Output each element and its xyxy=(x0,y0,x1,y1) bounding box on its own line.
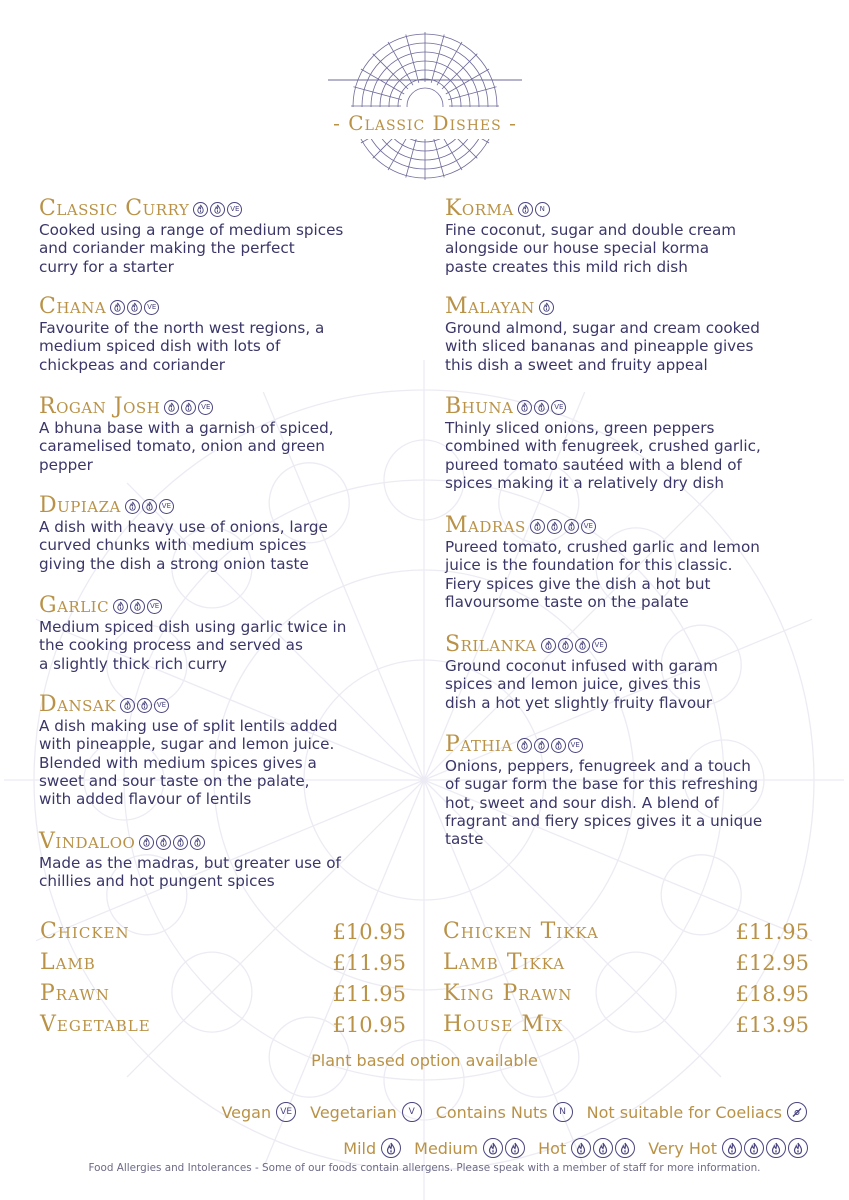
dish-name: Malayan xyxy=(445,294,535,319)
protein-name: Prawn xyxy=(40,981,110,1006)
nuts-icon: N xyxy=(535,202,550,217)
dish-description: Medium spiced dish using garlic twice in the cooking process and served as a slightly thick rich curry xyxy=(39,618,347,673)
price-row xyxy=(443,916,809,947)
price: £11.95 xyxy=(332,981,406,1006)
chili-icon xyxy=(534,400,549,415)
dish-item xyxy=(39,493,419,573)
vegan-icon: VE xyxy=(144,300,159,315)
price-table-left xyxy=(40,916,406,1040)
nuts-icon: N xyxy=(553,1102,573,1122)
chili-icon xyxy=(181,400,196,415)
dish-description: Made as the madras, but greater use of chillies and hot pungent spices xyxy=(39,854,341,891)
chili-icon xyxy=(788,1138,808,1158)
vegan-icon: VE xyxy=(568,738,583,753)
vegan-icon: VE xyxy=(159,499,174,514)
price: £11.95 xyxy=(332,950,406,975)
heat-level-icons xyxy=(380,1138,402,1158)
dish-badges xyxy=(139,835,207,850)
chili-icon xyxy=(127,300,142,315)
dietary-legend xyxy=(209,1102,809,1122)
dish-description: A dish with heavy use of onions, large curved chunks with medium spices giving the dish a strong onion taste xyxy=(39,518,328,573)
chili-icon xyxy=(130,599,145,614)
price-row xyxy=(443,978,809,1009)
dish-name: Madras xyxy=(445,513,526,538)
dish-item xyxy=(39,394,419,474)
dish-description: Thinly sliced onions, green peppers combined with fenugreek, crushed garlic, pureed tomato sautéed with a blend of spices making it a relatively dry dish xyxy=(445,419,761,492)
dish-name: Dansak xyxy=(39,692,116,717)
legend-hot: Hot xyxy=(538,1138,636,1158)
dish-badges xyxy=(113,599,164,614)
dish-name: Classic Curry xyxy=(39,196,190,221)
legend-medium: Medium xyxy=(414,1138,526,1158)
page-title: - Classic Dishes - xyxy=(327,107,523,139)
chili-icon xyxy=(381,1138,401,1158)
chili-icon xyxy=(142,499,157,514)
chili-icon xyxy=(518,202,533,217)
chili-icon xyxy=(505,1138,525,1158)
heat-level-icons xyxy=(482,1138,526,1158)
dish-name: Rogan Josh xyxy=(39,394,161,419)
dish-badges xyxy=(539,300,556,315)
dish-badges xyxy=(518,202,552,217)
dish-badges xyxy=(125,499,176,514)
price: £10.95 xyxy=(332,1012,406,1037)
dish-item xyxy=(445,632,825,712)
protein-name: Lamb xyxy=(40,950,96,975)
chili-icon xyxy=(547,519,562,534)
dish-description: A bhuna base with a garnish of spiced, caramelised tomato, onion and green pepper xyxy=(39,419,334,474)
chili-icon xyxy=(137,698,152,713)
price: £11.95 xyxy=(735,919,809,944)
dish-item xyxy=(39,196,419,276)
chili-icon xyxy=(766,1138,786,1158)
header xyxy=(324,28,526,188)
dish-description: Pureed tomato, crushed garlic and lemon juice is the foundation for this classic. Fiery spices give the dish a hot but flavoursome taste on the palate xyxy=(445,538,760,611)
protein-name: Vegetable xyxy=(40,1012,151,1037)
chili-icon xyxy=(744,1138,764,1158)
heat-legend xyxy=(331,1138,809,1158)
legend-vegan: Vegan VE xyxy=(221,1102,298,1122)
legend-coeliac: Not suitable for Coeliacs xyxy=(587,1102,809,1122)
dish-description: Cooked using a range of medium spices and coriander making the perfect curry for a starter xyxy=(39,221,344,276)
price: £18.95 xyxy=(735,981,809,1006)
legend-nuts: Contains Nuts N xyxy=(436,1102,575,1122)
vegan-icon: VE xyxy=(147,599,162,614)
dish-badges xyxy=(530,519,598,534)
dish-name: Pathia xyxy=(445,732,513,757)
dish-name: Chana xyxy=(39,294,107,319)
protein-name: Chicken Tikka xyxy=(443,919,599,944)
chili-icon xyxy=(156,835,171,850)
dish-item xyxy=(39,829,419,891)
price-row xyxy=(443,1009,809,1040)
chili-icon xyxy=(541,638,556,653)
protein-name: House Mix xyxy=(443,1012,564,1037)
protein-name: King Prawn xyxy=(443,981,573,1006)
chili-icon xyxy=(113,599,128,614)
price-row xyxy=(40,978,406,1009)
dish-badges xyxy=(193,202,244,217)
chili-icon xyxy=(539,300,554,315)
legend-very-hot: Very Hot xyxy=(648,1138,809,1158)
dish-description: Favourite of the north west regions, a medium spiced dish with lots of chickpeas and coriander xyxy=(39,319,325,374)
dish-badges xyxy=(120,698,171,713)
price: £13.95 xyxy=(735,1012,809,1037)
chili-icon xyxy=(110,300,125,315)
dish-name: Srilanka xyxy=(445,632,537,657)
chili-icon xyxy=(558,638,573,653)
plant-based-note: Plant based option available xyxy=(311,1051,538,1070)
allergy-footnote: Food Allergies and Intolerances - Some of our foods contain allergens. Please speak with a member of staff for more information. xyxy=(88,1162,761,1174)
dish-badges xyxy=(110,300,161,315)
chili-icon xyxy=(615,1138,635,1158)
chili-icon xyxy=(190,835,205,850)
protein-name: Chicken xyxy=(40,919,130,944)
legend-vegetarian: Vegetarian V xyxy=(310,1102,424,1122)
vegan-icon: VE xyxy=(592,638,607,653)
chili-icon xyxy=(564,519,579,534)
chili-icon xyxy=(517,400,532,415)
vegan-icon: VE xyxy=(154,698,169,713)
chili-icon xyxy=(139,835,154,850)
dish-badges xyxy=(517,400,568,415)
chili-icon xyxy=(483,1138,503,1158)
dish-badges xyxy=(517,738,585,753)
dish-name: Dupiaza xyxy=(39,493,121,518)
chili-icon xyxy=(125,499,140,514)
chili-icon xyxy=(120,698,135,713)
dish-description: A dish making use of split lentils added with pineapple, sugar and lemon juice. Blended with medium spices gives a sweet and sour taste on the palate, with added flavour of lentils xyxy=(39,717,338,809)
chili-icon xyxy=(517,738,532,753)
price-row xyxy=(40,916,406,947)
dish-item xyxy=(445,394,825,492)
heat-level-icons xyxy=(570,1138,636,1158)
vegan-icon: VE xyxy=(276,1102,296,1122)
vegan-icon: VE xyxy=(227,202,242,217)
dish-description: Fine coconut, sugar and double cream alongside our house special korma paste creates this mild rich dish xyxy=(445,221,737,276)
chili-icon xyxy=(164,400,179,415)
price-row xyxy=(40,1009,406,1040)
protein-name: Lamb Tikka xyxy=(443,950,566,975)
vegan-icon: VE xyxy=(198,400,213,415)
dish-name: Garlic xyxy=(39,593,110,618)
chili-icon xyxy=(551,738,566,753)
dish-item xyxy=(39,593,419,673)
chili-icon xyxy=(530,519,545,534)
vegetarian-icon: V xyxy=(402,1102,422,1122)
gluten-icon xyxy=(787,1102,807,1122)
chili-icon xyxy=(193,202,208,217)
vegan-icon: VE xyxy=(551,400,566,415)
dish-item xyxy=(445,196,825,276)
dish-item xyxy=(39,294,419,374)
chili-icon xyxy=(534,738,549,753)
price: £12.95 xyxy=(735,950,809,975)
chili-icon xyxy=(173,835,188,850)
heat-level-icons xyxy=(721,1138,809,1158)
dish-badges xyxy=(541,638,609,653)
legend-mild: Mild xyxy=(343,1138,402,1158)
dish-item xyxy=(445,294,825,374)
dish-name: Vindaloo xyxy=(39,829,136,854)
vegan-icon: VE xyxy=(581,519,596,534)
chili-icon xyxy=(575,638,590,653)
dish-description: Ground coconut infused with garam spices and lemon juice, gives this dish a hot yet slightly fruity flavour xyxy=(445,657,718,712)
dish-description: Ground almond, sugar and cream cooked with sliced bananas and pineapple gives this dish a sweet and fruity appeal xyxy=(445,319,760,374)
dish-item xyxy=(39,692,419,808)
price-row xyxy=(443,947,809,978)
chili-icon xyxy=(571,1138,591,1158)
dish-item xyxy=(445,513,825,611)
dish-item xyxy=(445,732,825,848)
price-row xyxy=(40,947,406,978)
dish-name: Korma xyxy=(445,196,514,221)
chili-icon xyxy=(210,202,225,217)
price-table-right xyxy=(443,916,809,1040)
price: £10.95 xyxy=(332,919,406,944)
dish-badges xyxy=(164,400,215,415)
dish-description: Onions, peppers, fenugreek and a touch of sugar form the base for this refreshing hot, sweet and sour dish. A blend of fragrant and fiery spices gives it a unique taste xyxy=(445,757,763,849)
chili-icon xyxy=(722,1138,742,1158)
dish-name: Bhuna xyxy=(445,394,514,419)
chili-icon xyxy=(593,1138,613,1158)
